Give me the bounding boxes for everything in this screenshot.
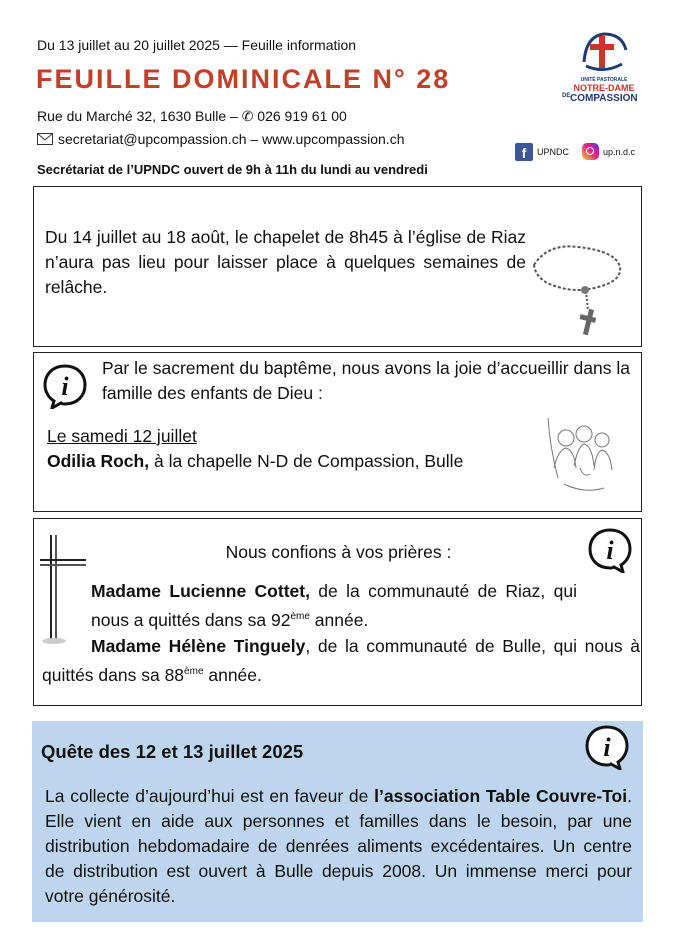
quete-text-a: La collecte d’aujourd’hui est en faveur de	[45, 786, 375, 806]
info-glyph: i	[606, 536, 614, 565]
p2-sup: ème	[184, 666, 204, 677]
contact-line	[37, 131, 405, 147]
quete-text-b: . Elle vient en aide aux personnes et familles dans le besoin, par une distribution hebdomadaire de denrées aliments excédentaires. Un centre de distribution est ouvert à Bulle depuis 2008. Un immense merci pour votre générosité.	[45, 786, 632, 906]
instagram-label: up.n.d.c	[603, 146, 636, 157]
bapteme-line	[47, 449, 463, 474]
page-title: FEUILLE DOMINICALE N° 28	[36, 64, 451, 94]
bapteme-date: Le samedi 12 juillet	[47, 426, 197, 446]
contact-text[interactable]: secretariat@upcompassion.ch – www.upcompassion.ch	[58, 131, 405, 147]
p2-text-a: , de la communauté de Bulle, qui nous à quittés dans sa 88	[42, 636, 640, 685]
info-glyph: i	[603, 733, 611, 762]
logo-line2: NOTRE-DAME	[573, 83, 635, 93]
p2-name: Madame Hélène Tinguely	[91, 636, 306, 656]
prieres-heading: Nous confions à vos prières :	[225, 542, 452, 562]
bapteme-box	[33, 352, 642, 512]
facebook-icon: f	[515, 143, 533, 161]
bapteme-name: Odilia Roch,	[47, 451, 150, 471]
p1-text-a: de la communauté de Riaz, qui nous a quittés dans sa 92	[91, 581, 577, 630]
p1-name: Madame Lucienne Cottet,	[91, 581, 310, 601]
p1-sup: ème	[290, 611, 310, 622]
logo-line4: COMPASSION	[570, 93, 638, 104]
p1-text-b: année.	[309, 609, 369, 630]
address: Rue du Marché 32, 1630 Bulle – ✆ 026 919 61 00	[37, 108, 347, 124]
prieres-p2	[42, 634, 640, 688]
logo-line3: DE	[562, 93, 571, 99]
instagram-link[interactable]	[582, 143, 635, 160]
info-glyph: i	[61, 372, 69, 401]
info-icon	[42, 363, 88, 409]
facebook-link[interactable]	[515, 143, 569, 161]
chapelet-text: Du 14 juillet au 18 août, le chapelet de 8h45 à l’église de Riaz n’aura pas lieu pour laisser place à quelques semaines de relâche.	[45, 227, 526, 297]
logo	[556, 30, 652, 110]
facebook-label: UPNDC	[537, 147, 570, 157]
quete-text	[45, 784, 632, 909]
envelope-icon	[37, 133, 53, 145]
info-icon	[584, 724, 630, 770]
prieres-box	[33, 518, 642, 706]
prieres-p1	[91, 579, 577, 633]
dateline: Du 13 juillet au 20 juillet 2025 — Feuille information	[37, 37, 357, 53]
instagram-icon	[582, 143, 599, 160]
logo-cross-icon	[556, 30, 652, 76]
rosary-icon	[528, 237, 628, 341]
office-hours: Secrétariat de l’UPNDC ouvert de 9h à 11h du lundi au vendredi	[37, 162, 428, 177]
quete-heading: Quête des 12 et 13 juillet 2025	[41, 741, 304, 762]
chapelet-box	[33, 186, 642, 347]
logo-line1: UNITÉ PASTORALE	[580, 77, 628, 83]
quete-box	[32, 721, 643, 922]
family-sketch-icon	[544, 408, 624, 500]
bapteme-place: à la chapelle N-D de Compassion, Bulle	[149, 451, 464, 471]
p2-text-b: année.	[203, 664, 262, 685]
quete-org: l’association Table Couvre-Toi	[374, 786, 628, 806]
bapteme-intro: Par le sacrement du baptême, nous avons la joie d’accueillir dans la famille des enfants de Dieu :	[102, 358, 630, 403]
